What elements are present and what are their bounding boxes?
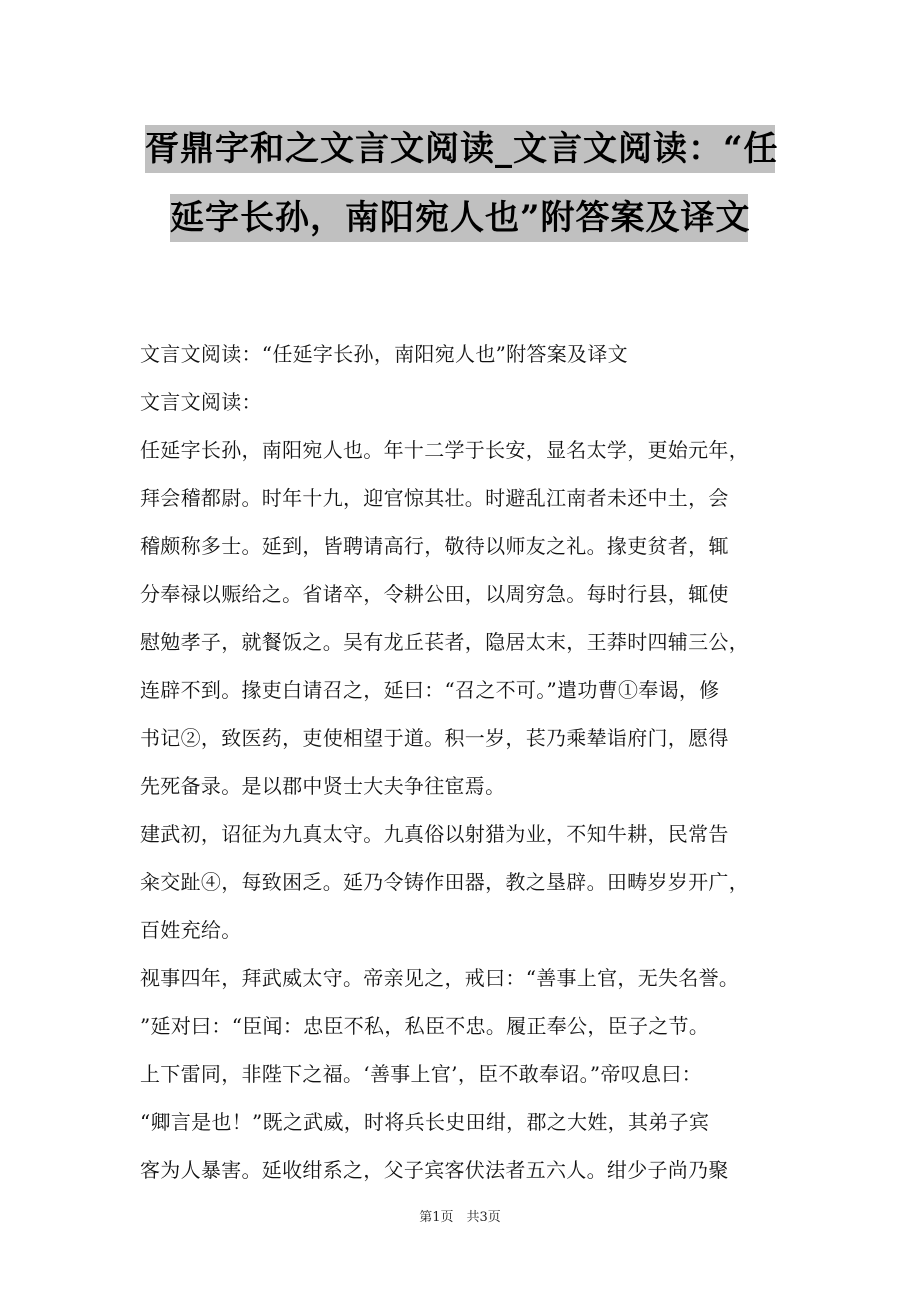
document-title-line-2: 延字长孙，南阳宛人也”附答案及译文	[170, 194, 748, 242]
body-text-line: “卿言是也！”既之武威，时将兵长史田绀，郡之大姓，其弟子宾	[140, 1110, 710, 1134]
document-title-line-1: 胥鼎字和之文言文阅读_文言文阅读：“任	[145, 125, 775, 173]
page-footer: 第1页 共3页	[419, 1210, 501, 1225]
body-text-line: 任延字长孙，南阳宛人也。年十二学于长安，显名太学，更始元年，	[140, 438, 749, 462]
body-text-line: 视事四年，拜武威太守。帝亲见之，戒曰：“善事上官，无失名誉。	[140, 966, 740, 990]
body-text-line: 建武初，诏征为九真太守。九真俗以射猎为业，不知牛耕，民常告	[140, 822, 729, 846]
body-text-line: ”延对曰：“臣闻：忠臣不私，私臣不忠。履正奉公，臣子之节。	[140, 1014, 710, 1038]
body-text-line: 拜会稽都尉。时年十九，迎官惊其壮。时避乱江南者未还中土，会	[140, 486, 729, 510]
body-text-line: 上下雷同，非陛下之福。‘善事上官’，臣不敢奉诏。”帝叹息曰：	[140, 1062, 702, 1086]
body-text-line: 文言文阅读：“任延字长孙，南阳宛人也”附答案及译文	[140, 342, 628, 366]
body-text-line: 慰勉孝子，就餐饭之。吴有龙丘苌者，隐居太末，王莽时四辅三公，	[140, 630, 749, 654]
body-text-line: 连辟不到。掾吏白请召之，延曰：“召之不可。”遣功曹①奉谒，修	[140, 678, 720, 702]
body-text-line: 先死备录。是以郡中贤士大夫争往宦焉。	[140, 774, 506, 798]
body-text-line: 籴交趾④，每致困乏。延乃令铸作田器，教之垦辟。田畴岁岁开广，	[140, 870, 749, 894]
body-text-line: 书记②，致医药，吏使相望于道。积一岁，苌乃乘辇诣府门，愿得	[140, 726, 729, 750]
body-text-line: 分奉禄以赈给之。省诸卒，令耕公田，以周穷急。每时行县，辄使	[140, 582, 729, 606]
body-text-line: 文言文阅读：	[140, 390, 262, 414]
body-text-line: 百姓充给。	[140, 918, 242, 942]
body-text-line: 稽颇称多士。延到，皆聘请高行，敬待以师友之礼。掾吏贫者，辄	[140, 534, 729, 558]
body-text-line: 客为人暴害。延收绀系之，父子宾客伏法者五六人。绀少子尚乃聚	[140, 1158, 729, 1182]
